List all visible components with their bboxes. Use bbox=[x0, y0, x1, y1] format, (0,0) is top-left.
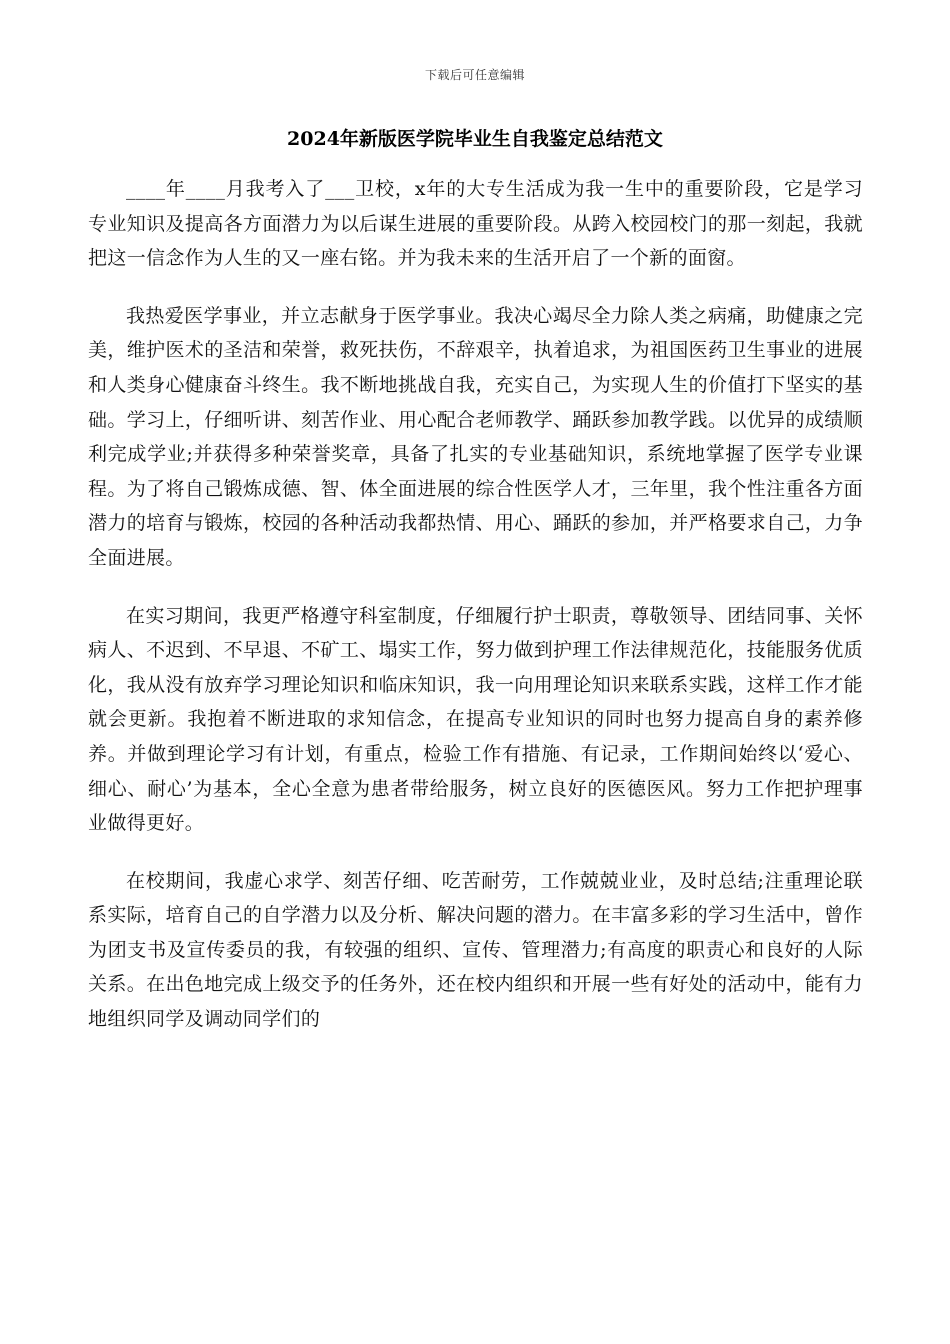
paragraph-school-period: 在校期间，我虚心求学、刻苦仔细、吃苦耐劳，工作兢兢业业，及时总结;注重理论联系实际，培育自己的自学潜力以及分析、解决问题的潜力。在丰富多彩的学习生活中，曾作为团支书及宣传委员的我，有较强的组织、宣传、管理潜力;有高度的职责心和良好的人际关系。在出色地完成上级交予的任务外，还在校内组织和开展一些有好处的活动中，能有力地组织同学及调动同学们的 bbox=[88, 869, 863, 1031]
paragraph-enrollment: ____年____月我考入了___卫校，x年的大专生活成为我一生中的重要阶段，它是学习专业知识及提高各方面潜力为以后谋生进展的重要阶段。从跨入校园校门的那一刻起，我就把这一信念作为人生的又一座右铭。并为我未来的生活开启了一个新的面窗。 bbox=[88, 178, 863, 270]
document-body bbox=[88, 172, 863, 1037]
paragraph-internship: 在实习期间，我更严格遵守科室制度，仔细履行护士职责，尊敬领导、团结同事、关怀病人、不迟到、不早退、不矿工、塌实工作，努力做到护理工作法律规范化，技能服务优质化，我从没有放弃学习理论知识和临床知识，我一向用理论知识来联系实践，这样工作才能就会更新。我抱着不断进取的求知信念，在提高专业知识的同时也努力提高自身的素养修养。并做到理论学习有计划，有重点，检验工作有措施、有记录，工作期间始终以‘爱心、细心、耐心’为基本，全心全意为患者带给服务，树立良好的医德医风。努力工作把护理事业做得更好。 bbox=[88, 604, 863, 835]
document-title: 2024年新版医学院毕业生自我鉴定总结范文 bbox=[287, 128, 663, 150]
header-note: 下载后可任意编辑 bbox=[424, 68, 525, 82]
paragraph-dedication: 我热爱医学事业，并立志献身于医学事业。我决心竭尽全力除人类之病痛，助健康之完美，维护医术的圣洁和荣誉，救死扶伤，不辞艰辛，执着追求，为祖国医药卫生事业的进展和人类身心健康奋斗终生。我不断地挑战自我，充实自己，为实现人生的价值打下坚实的基础。学习上，仔细听讲、刻苦作业、用心配合老师教学、踊跃参加教学践。以优异的成绩顺利完成学业;并获得多种荣誉奖章，具备了扎实的专业基础知识，系统地掌握了医学专业课程。为了将自己锻炼成德、智、体全面进展的综合性医学人才，三年里，我个性注重各方面潜力的培育与锻炼，校园的各种活动我都热情、用心、踊跃的参加，并严格要求自己，力争全面进展。 bbox=[88, 304, 863, 569]
